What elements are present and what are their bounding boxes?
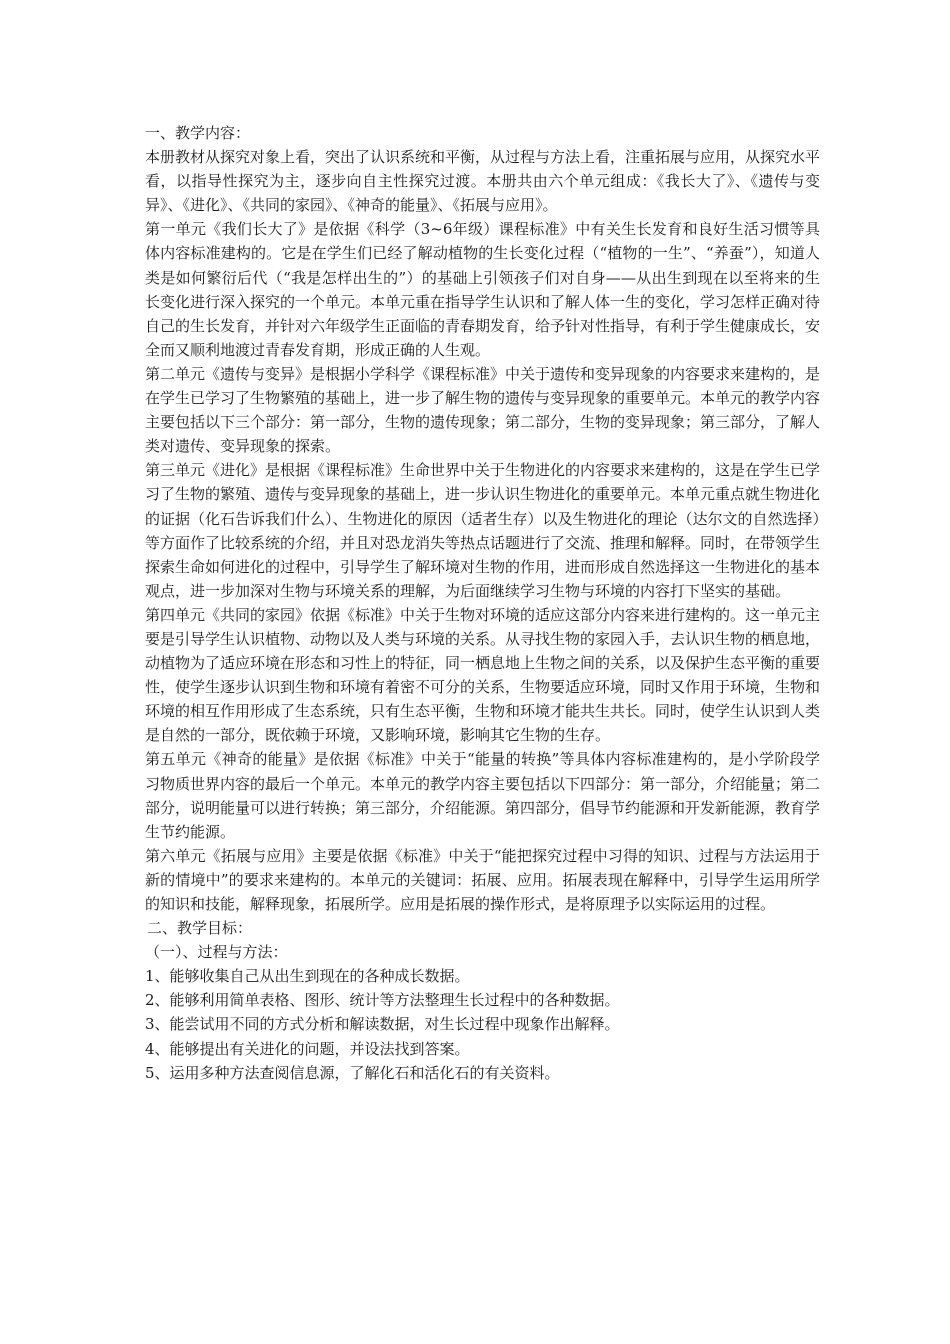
paragraph-unit-1: 第一单元《我们长大了》是依据《科学（3~6年级）课程标准》中有关生长发育和良好生活习惯等具体内容标准建构的。它是在学生们已经了解动植物的生长变化过程（“植物的一生”、“养蚕”），知道人类是如何繁衍后代（“我是怎样出生的”）的基础上引领孩子们对自身——从出生到现在以至将来的生长变化进行深入探究的一个单元。本单元重在指导学生认识和了解人体一生的变化，学习怎样正确对待自己的生长发育，并针对六年级学生正面临的青春期发育，给予针对性指导，有利于学生健康成长，安全而又顺利地渡过青春发育期，形成正确的人生观。	[145, 220, 821, 359]
list-item-goal-3: 3、能尝试用不同的方式分析和解读数据，对生长过程中现象作出解释。	[145, 1015, 620, 1034]
paragraph-overview: 本册教材从探究对象上看，突出了认识系统和平衡，从过程与方法上看，注重拓展与应用，从探究水平看，以指导性探究为主，逐步向自主性探究过渡。本册共由六个单元组成：《我长大了》、《遗传与变异》、《进化》、《共同的家园》、《神奇的能量》、《拓展与应用》。	[145, 148, 821, 215]
paragraph-unit-5: 第五单元《神奇的能量》是依据《标准》中关于“能量的转换”等具体内容标准建构的，是小学阶段学习物质世界内容的最后一个单元。本单元的教学内容主要包括以下四部分：第一部分，介绍能量；第二部分，说明能量可以进行转换；第三部分，介绍能源。第四部分，倡导节约能源和开发新能源，教育学生节约能源。	[145, 750, 821, 841]
list-item-goal-2: 2、能够利用简单表格、图形、统计等方法整理生长过程中的各种数据。	[145, 991, 620, 1010]
paragraph-unit-2: 第二单元《遗传与变异》是根据小学科学《课程标准》中关于遗传和变异现象的内容要求来建构的，是在学生已学习了生物繁殖的基础上，进一步了解生物的遗传与变异现象的重要单元。本单元的教学内容主要包括以下三个部分：第一部分，生物的遗传现象；第二部分，生物的变异现象；第三部分，了解人类对遗传、变异现象的探索。	[145, 364, 821, 456]
paragraph-unit-4: 第四单元《共同的家园》依据《标准》中关于生物对环境的适应这部分内容来进行建构的。这一单元主要是引导学生认识植物、动物以及人类与环境的关系。从寻找生物的家园入手，去认识生物的栖息地，动植物为了适应环境在形态和习性上的特征，同一栖息地上生物之间的关系，以及保护生态平衡的重要性，使学生逐步认识到生物和环境有着密不可分的关系，生物要适应环境，同时又作用于环境，生物和环境的相互作用形成了生态系统，只有生态平衡，生物和环境才能共生共长。同时，使学生认识到人类是自然的一部分，既依赖于环境，又影响环境，影响其它生物的生存。	[145, 605, 821, 745]
section-heading-teaching-content: 一、教学内容：	[145, 124, 251, 142]
section-heading-teaching-goals: 二、教学目标：	[147, 919, 253, 938]
list-item-goal-1: 1、能够收集自己从出生到现在的各种成长数据。	[145, 967, 470, 986]
list-item-goal-4: 4、能够提出有关进化的问题，并设法找到答案。	[145, 1039, 470, 1058]
document-body	[145, 121, 820, 1085]
list-item-goal-5: 5、运用多种方法查阅信息源，了解化石和活化石的有关资料。	[145, 1063, 560, 1082]
paragraph-unit-3: 第三单元《进化》是根据《课程标准》生命世界中关于生物进化的内容要求来建构的，这是在学生已学习了生物的繁殖、遗传与变异现象的基础上，进一步认识生物进化的重要单元。本单元重点就生物进化的证据（化石告诉我们什么）、生物进化的原因（适者生存）以及生物进化的理论（达尔文的自然选择）等方面作了比较系统的介绍，并且对恐龙消失等热点话题进行了交流、推理和解释。同时，在带领学生探索生命如何进化的过程中，引导学生了解环境对生物的作用，进而形成自然选择这一生物进化的基本观点，进一步加深对生物与环境关系的理解，为后面继续学习生物与环境的内容打下坚实的基础。	[145, 461, 821, 600]
paragraph-unit-6: 第六单元《拓展与应用》主要是依据《标准》中关于“能把探究过程中习得的知识、过程与方法运用于新的情境中”的要求来建构的。本单元的关键词：拓展、应用。拓展表现在解释中，引导学生运用所学的知识和技能，解释现象，拓展所学。应用是拓展的操作形式，是将原理予以实际运用的过程。	[145, 846, 820, 913]
subsection-heading-process-method: （一）、过程与方法：	[145, 943, 288, 962]
